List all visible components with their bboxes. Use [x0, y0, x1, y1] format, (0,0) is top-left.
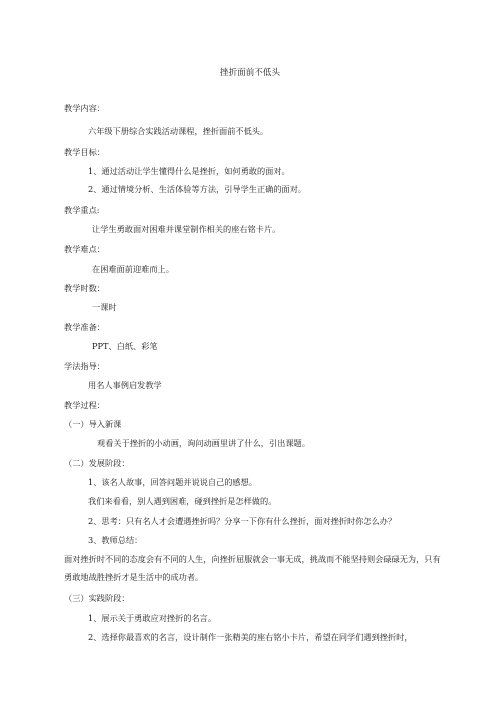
text-preparation: PPT、白纸、彩笔 [92, 341, 158, 351]
goal-item-1: 1、通过活动让学生懂得什么是挫折，如何勇敢的面对。 [88, 166, 290, 176]
process-step2-item1: 1、该名人故事，回答问题并说说自己的感想。 [88, 477, 257, 487]
text-method: 用名人事例启发教学 [88, 380, 162, 390]
process-step3-item2: 2、选择你最喜欢的名言，设计制作一张精美的座右铭小卡片，希望在同学们遇到挫折时， [88, 632, 413, 642]
heading-key-points: 教学重点: [64, 205, 100, 215]
goal-item-2: 2、通过情境分析、生活体验等方法，引导学生正确的面对。 [88, 184, 307, 194]
heading-method: 学法指导： [64, 361, 105, 371]
process-step2-item3: 3、教师总结： [88, 535, 143, 545]
heading-preparation: 教学准备： [64, 322, 105, 332]
heading-hours: 教学时数： [64, 283, 105, 293]
process-step3-heading: （三）实践阶段： [64, 593, 130, 603]
text-key-points: 让学生勇敢面对困难并课堂制作相关的座右铭卡片。 [92, 224, 281, 234]
process-step3-item1: 1、展示关于勇敢应对挫折的名言。 [88, 613, 217, 623]
heading-difficulty: 教学难点： [64, 244, 105, 254]
process-step2-heading: （二）发展阶段： [64, 458, 130, 468]
text-teaching-content: 六年级下册综合实践活动课程，挫折面前不低头。 [88, 126, 269, 136]
heading-teaching-goals: 教学目标： [64, 147, 105, 157]
process-step2-item1b: 我们来看看，别人遇到困难，碰到挫折是怎样做的。 [88, 496, 277, 506]
document-title: 挫折面前不低头 [219, 68, 281, 78]
heading-teaching-content: 教学内容： [64, 103, 105, 113]
heading-process: 教学过程： [64, 400, 105, 410]
process-summary-paragraph: 面对挫折时不同的态度会有不同的人生，向挫折屈服就会一事无成，挑战而不能坚持则会碌碌无为，只有勇敢地战胜挫折才是生活中的成功者。 [64, 554, 441, 582]
process-step1-heading: （一）导入新课 [64, 419, 122, 429]
process-step1-text: 观看关于挫折的小动画，询问动画里讲了什么，引出课题。 [97, 438, 310, 448]
text-difficulty: 在困难面前迎难而上。 [92, 264, 174, 274]
text-hours: 一课时 [92, 302, 117, 312]
process-step2-item2: 2、思考：只有名人才会遭遇挫折吗？分享一下你有什么挫折，面对挫折时你怎么办？ [88, 516, 397, 526]
